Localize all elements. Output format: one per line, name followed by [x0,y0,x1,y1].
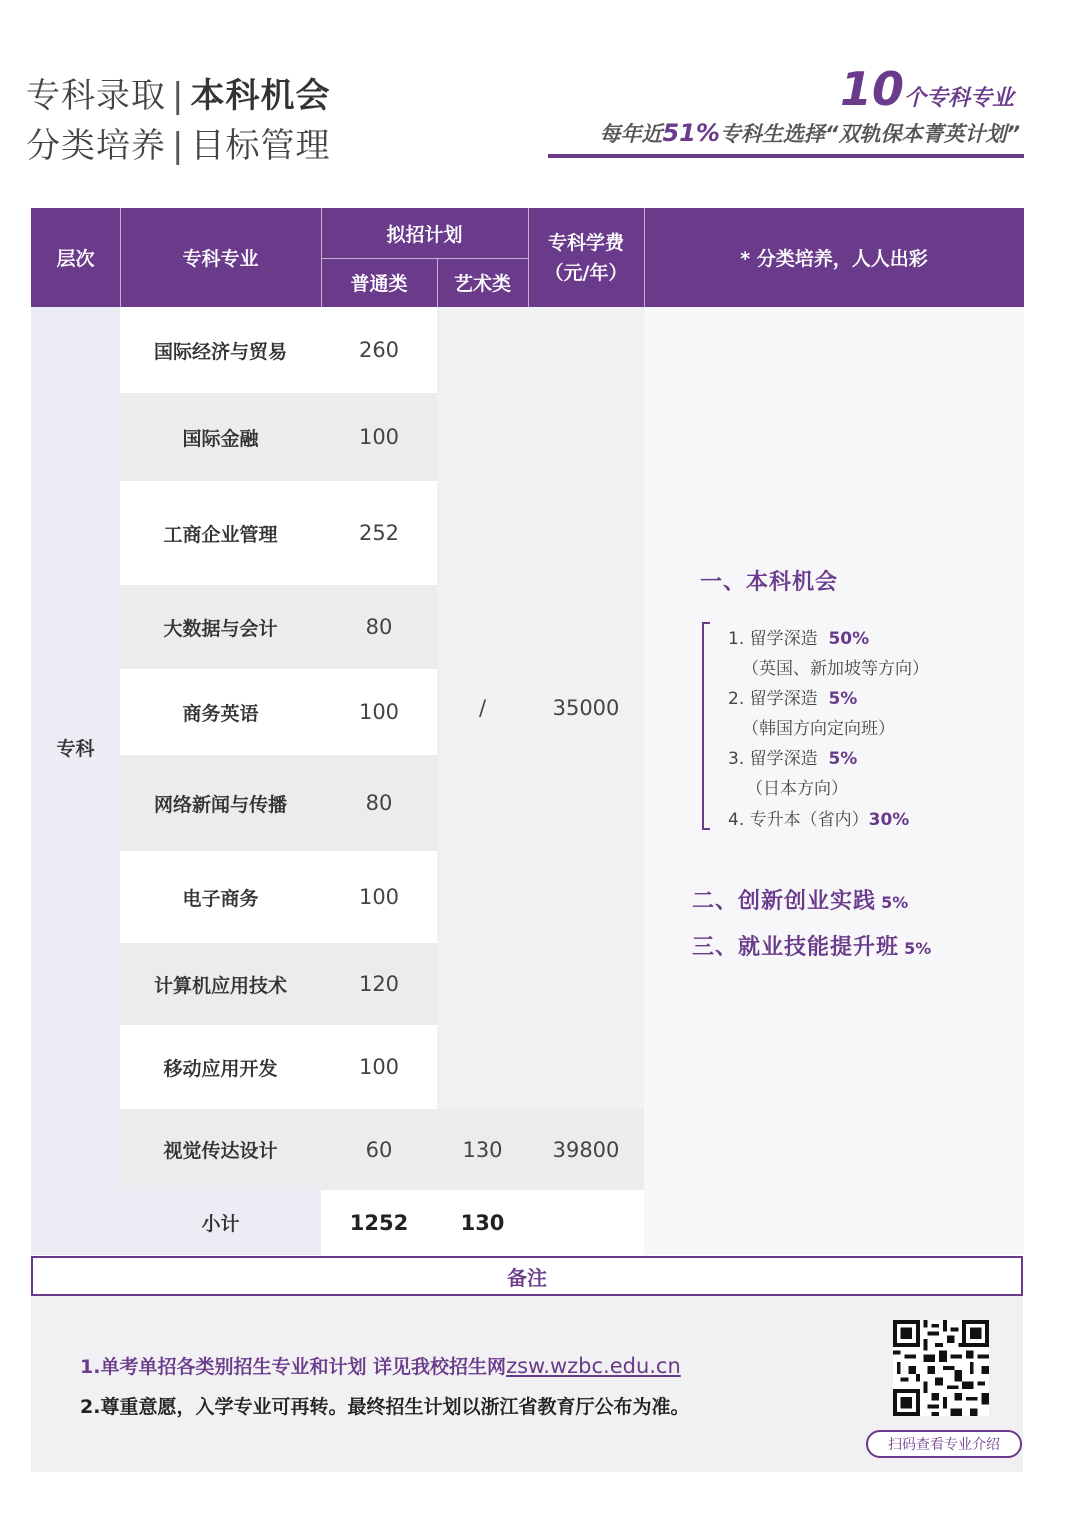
art-cell: 130 [437,1109,528,1190]
feature-item-percent: 5% [828,689,858,709]
feature-section-3 [692,930,931,961]
feature-item-text: 1. 留学深造 [728,629,818,649]
th-divider [528,208,529,307]
major-cell: 网络新闻与传播 [120,755,321,851]
subtotal-art: 130 [437,1190,528,1255]
feature-section-2-percent: 5% [881,893,909,912]
th-fee [528,208,644,307]
regular-cell: 252 [321,481,437,585]
admissions-website-link[interactable]: zsw.wzbc.edu.cn [506,1354,681,1378]
subtitle-post: 专科生选择“双轨保本菁英计划” [719,122,1020,146]
fee-merged-cell: 35000 [552,696,620,720]
regular-cell: 80 [321,755,437,851]
title-target-management: 目标管理 [190,126,331,166]
feature-item [728,744,857,769]
feature-item-text: 3. 留学深造 [728,749,818,769]
regular-cell: 80 [321,585,437,669]
title-separator: | [172,76,185,116]
art-merged-cell: / [478,696,487,720]
fee-cell: 39800 [528,1109,644,1190]
major-cell: 商务英语 [120,669,321,755]
feature-section-2 [692,884,908,915]
th-level: 层次 [31,208,120,307]
th-divider [644,208,645,307]
th-divider [120,208,121,307]
regular-cell: 100 [321,669,437,755]
regular-cell: 260 [321,307,437,393]
feature-section-1-title: 一、本科机会 [700,570,839,595]
regular-cell: 120 [321,943,437,1025]
feature-item-text: 2. 留学深造 [728,689,818,709]
th-art: 艺术类 [437,258,528,307]
regular-cell: 100 [321,393,437,481]
subtitle-pre: 每年近 [599,122,663,146]
major-cell: 国际经济与贸易 [120,307,321,393]
header-subtitle [599,118,1020,148]
major-cell: 电子商务 [120,851,321,943]
th-divider [437,258,438,307]
title-bachelor-chance: 本科机会 [190,76,331,116]
feature-section-2-title: 二、创新创业实践 [692,889,877,914]
major-cell: 工商企业管理 [120,481,321,585]
qr-scan-button[interactable]: 扫码查看专业介绍 [866,1430,1022,1458]
th-feature: * 分类培养，人人出彩 [644,208,1024,307]
feature-item-percent: 30% [868,810,910,830]
title-admission: 专科录取 [26,76,166,116]
majors-count-text: 个专科专业 [903,86,1014,111]
regular-cell: 100 [321,851,437,943]
subtitle-percent: 51% [662,119,720,147]
feature-item-percent: 5% [828,749,858,769]
major-cell: 计算机应用技术 [120,943,321,1025]
th-fee-unit: （元/年） [544,261,628,284]
feature-item [728,684,857,709]
regular-cell: 100 [321,1025,437,1109]
regular-cell: 60 [321,1109,437,1190]
qr-code-icon[interactable] [893,1320,989,1416]
title-line-1 [26,68,330,117]
feature-item-percent: 50% [828,629,870,649]
title-classified-training: 分类培养 [26,126,166,166]
level-cell: 专科 [56,738,95,760]
th-fee-label: 专科学费 [547,231,624,254]
subtotal-regular: 1252 [321,1190,437,1255]
note-2: 2.尊重意愿，入学专业可再转。最终招生计划以浙江省教育厅公布为准。 [80,1396,690,1418]
feature-section-3-title: 三、就业技能提升班 [692,935,900,960]
major-cell: 移动应用开发 [120,1025,321,1109]
feature-item-detail: （日本方向） [746,779,848,799]
title-separator: | [172,126,185,166]
feature-section-3-percent: 5% [904,939,932,958]
feature-bracket [702,622,710,830]
major-cell: 视觉传达设计 [120,1109,321,1190]
feature-item [728,624,869,649]
note-1-text: 1.单考单招各类别招生专业和计划 详见我校招生网 [80,1356,507,1378]
th-plan: 拟招计划 [321,208,528,258]
th-major: 专科专业 [120,208,321,307]
notes-title: 备注 [31,1256,1023,1296]
th-divider [321,258,528,259]
title-line-2 [26,118,330,167]
major-cell: 国际金融 [120,393,321,481]
majors-count-number: 10 [839,62,904,116]
feature-item-text: 4. 专升本（省内） [728,810,869,830]
header-underline [548,154,1024,158]
feature-item-detail: （英国、新加坡等方向） [742,659,929,679]
feature-item [728,805,909,830]
th-regular: 普通类 [321,258,437,307]
subtotal-label: 小计 [120,1190,321,1255]
note-1 [80,1352,681,1379]
feature-item-detail: （韩国方向定向班） [742,719,895,739]
majors-count [840,62,1014,116]
major-cell: 大数据与会计 [120,585,321,669]
